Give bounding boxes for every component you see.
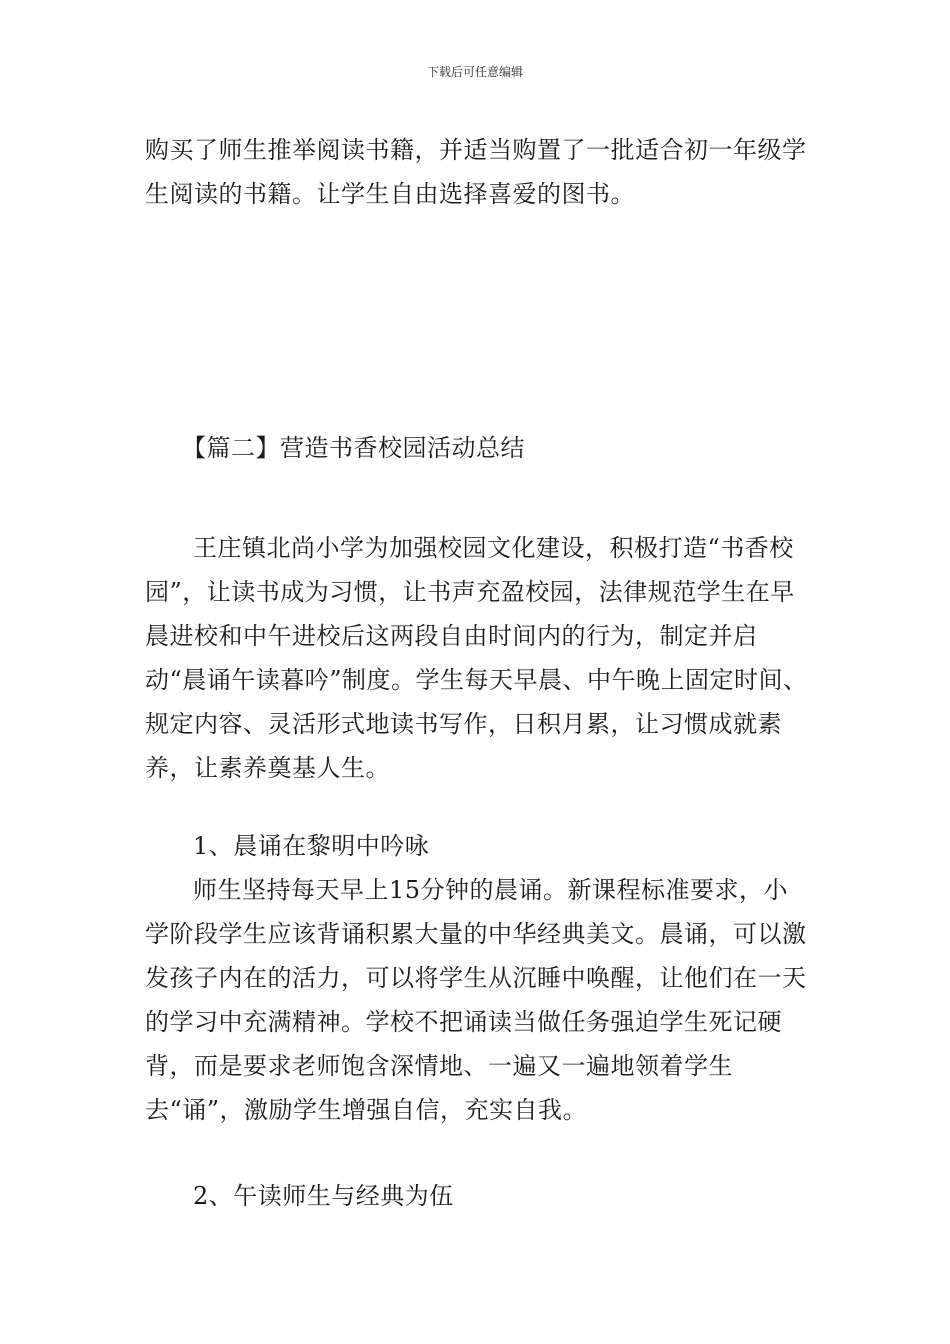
- paragraph-intro: 王庄镇北尚小学为加强校园文化建设，积极打造“书香校园”，让读书成为习惯，让书声充盈校园，法律规范学生在早晨进校和中午进校后这两段自由时间内的行为，制定并启动“晨诵午读暮吟”制度。学生每天早晨、中午晚上固定时间、规定内容、灵活形式地读书写作，日积月累，让习惯成就素养，让素养奠基人生。: [145, 534, 808, 782]
- item-heading-noon-reading: 2、午读师生与经典为伍: [193, 1182, 454, 1210]
- section-title: 【篇二】营造书香校园活动总结: [182, 434, 525, 462]
- paragraph-lead: 购买了师生推举阅读书籍，并适当购置了一批适合初一年级学生阅读的书籍。让学生自由选择喜爱的图书。: [145, 136, 807, 208]
- page-header: 下载后可任意编辑: [426, 65, 523, 79]
- paragraph-morning-recital: 师生坚持每天早上15分钟的晨诵。新课程标准要求，小学阶段学生应该背诵积累大量的中华经典美文。晨诵，可以激发孩子内在的活力，可以将学生从沉睡中唤醒，让他们在一天的学习中充满精神。学校不把诵读当做任务强迫学生死记硬背，而是要求老师饱含深情地、一遍又一遍地领着学生去“诵”，激励学生增强自信，充实自我。: [145, 876, 807, 1124]
- item-heading-morning-recital: 1、晨诵在黎明中吟咏: [193, 832, 430, 860]
